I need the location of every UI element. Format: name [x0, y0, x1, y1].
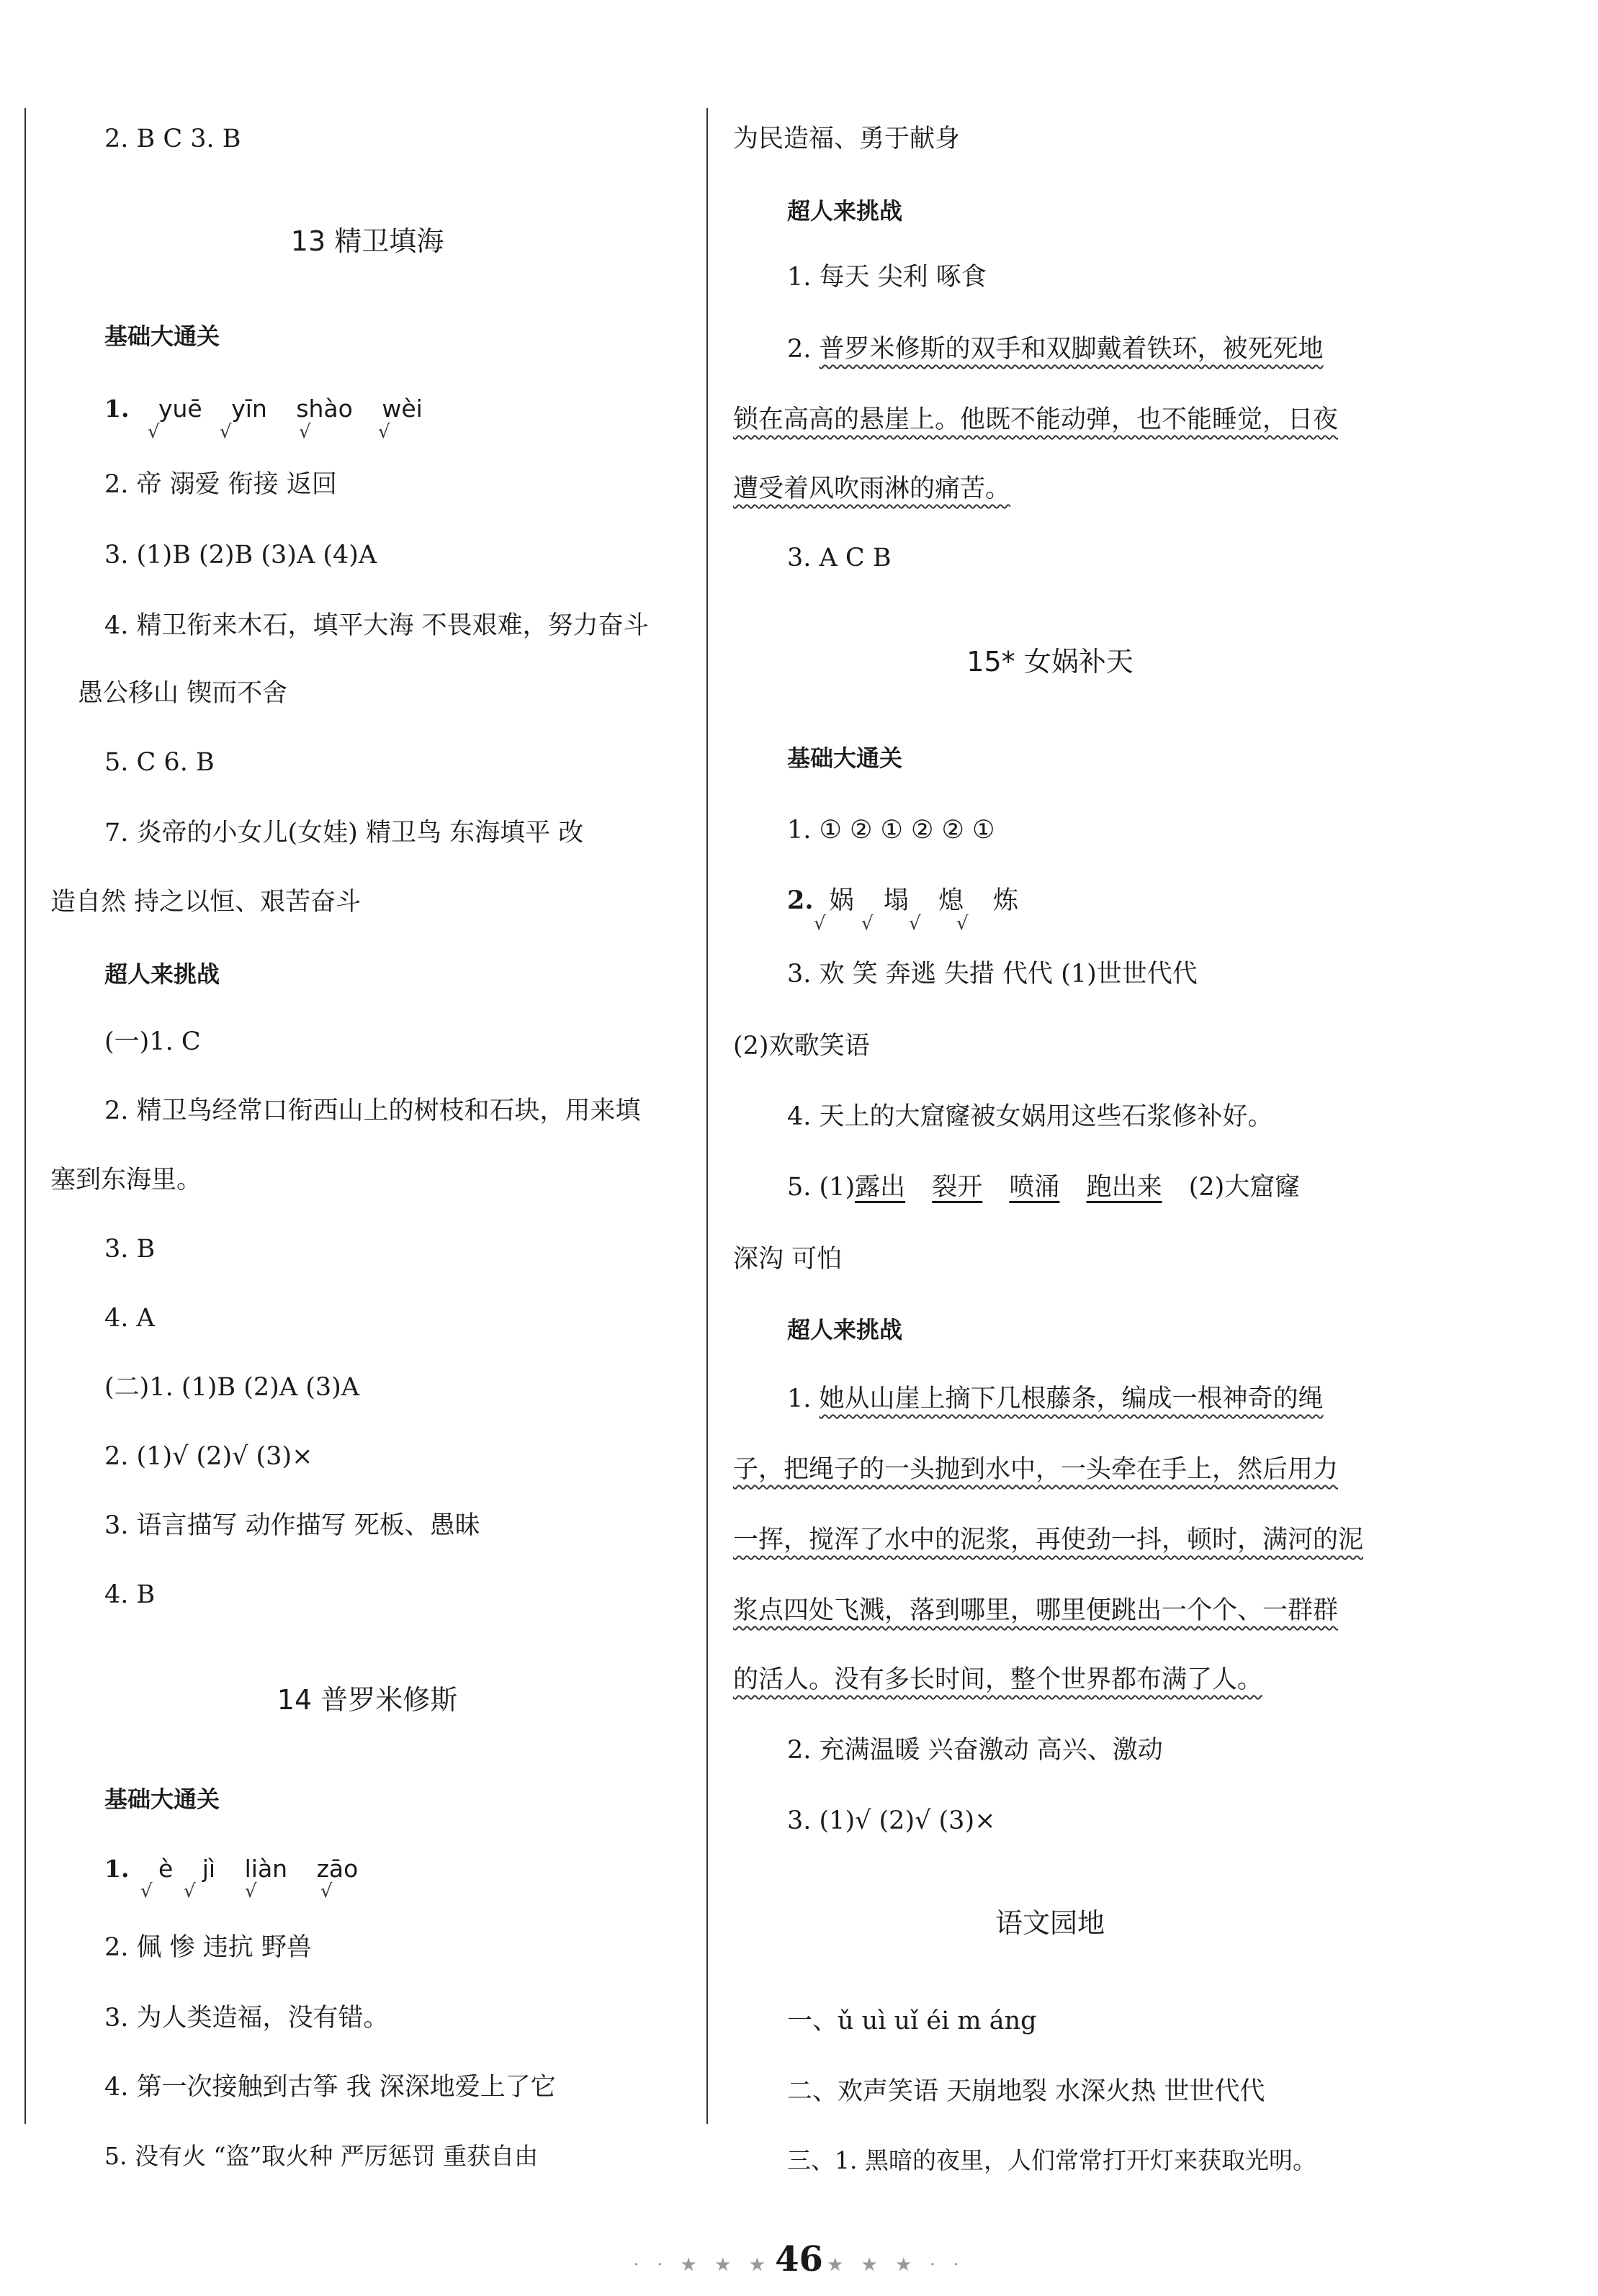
- underlined-answer: 锁在高高的悬崖上。他既不能动弹，也不能睡觉，日夜: [733, 405, 1339, 434]
- check-mark: √: [909, 913, 921, 935]
- lesson-title-garden: 语文园地: [995, 1907, 1105, 1939]
- underlined-word: 喷涌: [1009, 1173, 1060, 1202]
- answer-line: 3. A C B: [787, 544, 892, 572]
- answer-line: [733, 1523, 1363, 1557]
- answer-line: 3. 语言描写 动作描写 死板、愚昧: [104, 1511, 480, 1540]
- answer-line: 塞到东海里。: [50, 1166, 202, 1194]
- check-mark: √: [245, 1881, 257, 1902]
- answer-line: 5. 没有火 “盗”取火种 严厉惩罚 重获自由: [104, 2142, 539, 2170]
- answer-line: 为民造福、勇于献身: [733, 125, 961, 153]
- answer-line: 三、1. 黑暗的夜里，人们常常打开灯来获取光明。: [787, 2146, 1316, 2174]
- check-mark: √: [861, 913, 874, 935]
- answer-line: 5. (1)露出 裂开 喷涌 跑出来 (2)大窟窿: [787, 1173, 1301, 1202]
- answer-line: 4. 精卫衔来木石，填平大海 不畏艰难，努力奋斗: [104, 611, 649, 640]
- answer-line: 1. 她从山崖上摘下几根藤条，编成一根神奇的绳: [787, 1385, 1324, 1413]
- answer-line: 造自然 持之以恒、艰苦奋斗: [50, 888, 362, 917]
- column-divider: [706, 108, 708, 2124]
- page-number: 46: [775, 2239, 823, 2279]
- answer-line: 二、欢声笑语 天崩地裂 水深火热 世世代代: [787, 2077, 1265, 2106]
- answer-line: (一)1. C: [104, 1027, 201, 1056]
- underlined-word: 跑出来: [1086, 1173, 1162, 1202]
- check-mark: √: [148, 421, 160, 443]
- section-heading: 基础大通关: [104, 323, 220, 350]
- lesson-title-13: 13 精卫填海: [290, 225, 444, 257]
- check-mark: √: [184, 1881, 196, 1902]
- answer-line: 2. 普罗米修斯的双手和双脚戴着铁环，被死死地: [787, 335, 1324, 364]
- answer-line: 2. B C 3. B: [104, 125, 241, 153]
- star-decoration-left: · · ★ ★ ★: [633, 2254, 771, 2276]
- section-heading: 超人来挑战: [104, 960, 220, 988]
- answer-line: 5. C 6. B: [104, 748, 215, 777]
- char-line: 2. 娲 塌 熄 炼: [787, 886, 1019, 915]
- check-mark: √: [956, 913, 969, 935]
- answer-line: 4. 第一次接触到古筝 我 深深地爱上了它: [104, 2073, 556, 2102]
- pinyin-line: 1. yuē yīn shào wèi: [104, 395, 423, 423]
- underlined-answer: 浆点四处飞溅，落到哪里，哪里便跳出一个个、一群群: [733, 1596, 1339, 1625]
- answer-line: 3. (1)B (2)B (3)A (4)A: [104, 541, 377, 570]
- section-heading: 超人来挑战: [787, 197, 903, 225]
- page-footer: [0, 2239, 1598, 2282]
- check-mark: √: [320, 1881, 333, 1902]
- pinyin-line: 1. è jì liàn zāo: [104, 1855, 359, 1883]
- underlined-answer: 遭受着风吹雨淋的痛苦。: [733, 474, 1011, 503]
- answer-line: 愚公移山 锲而不舍: [78, 679, 288, 708]
- answer-line: 4. A: [104, 1304, 155, 1333]
- answer-line: 深沟 可怕: [733, 1245, 843, 1274]
- section-heading: 超人来挑战: [787, 1316, 903, 1343]
- check-mark: √: [378, 421, 390, 443]
- answer-line: 1. 每天 尖利 啄食: [787, 263, 987, 292]
- answer-line: (二)1. (1)B (2)A (3)A: [104, 1373, 360, 1402]
- answer-line: 7. 炎帝的小女儿(女娃) 精卫鸟 东海填平 改: [104, 819, 584, 847]
- underlined-word: 裂开: [932, 1173, 983, 1202]
- answer-line: 2. 帝 溺爱 衔接 返回: [104, 470, 337, 499]
- answer-line: 1. ① ② ① ② ② ①: [787, 816, 995, 845]
- answer-line: [733, 472, 1010, 505]
- underlined-word: 露出: [855, 1173, 906, 1202]
- answer-line: [733, 1453, 1338, 1486]
- answer-line: 2. 佩 惨 违抗 野兽: [104, 1933, 312, 1962]
- answer-line: [733, 403, 1338, 436]
- section-heading: 基础大通关: [104, 1786, 220, 1813]
- answer-line: 2. 精卫鸟经常口衔西山上的树枝和石块，用来填: [104, 1097, 641, 1125]
- left-margin-rule: [24, 108, 26, 2124]
- answer-line: 2. (1)√ (2)√ (3)×: [104, 1442, 313, 1471]
- underlined-answer: 普罗米修斯的双手和双脚戴着铁环，被死死地: [819, 335, 1324, 364]
- star-decoration-right: ★ ★ ★ · ·: [826, 2254, 965, 2276]
- answer-line: 3. 为人类造福，没有错。: [104, 2004, 389, 2032]
- answer-line: 一、ǔ uì uǐ éi m áng: [787, 2007, 1037, 2035]
- check-mark: √: [220, 421, 232, 443]
- lesson-title-14: 14 普罗米修斯: [277, 1684, 458, 1716]
- lesson-title-15: 15* 女娲补天: [966, 646, 1134, 677]
- answer-line: 4. B: [104, 1580, 156, 1609]
- answer-line: 3. (1)√ (2)√ (3)×: [787, 1806, 996, 1835]
- check-mark: √: [299, 421, 311, 443]
- underlined-answer: 子，把绳子的一头抛到水中，一头牵在手上，然后用力: [733, 1455, 1339, 1484]
- check-mark: √: [140, 1881, 153, 1902]
- section-heading: 基础大通关: [787, 744, 903, 772]
- answer-line: 3. 欢 笑 奔逃 失措 代代 (1)世世代代: [787, 960, 1198, 989]
- check-mark: √: [814, 913, 826, 935]
- answer-line: 2. 充满温暖 兴奋激动 高兴、激动: [787, 1736, 1163, 1765]
- answer-line: [733, 1663, 1262, 1696]
- underlined-answer: 的活人。没有多长时间，整个世界都布满了人。: [733, 1665, 1263, 1694]
- answer-line: 3. B: [104, 1235, 156, 1264]
- underlined-answer: 一挥，搅浑了水中的泥浆，再使劲一抖，顿时，满河的泥: [733, 1526, 1364, 1554]
- answer-line: 4. 天上的大窟窿被女娲用这些石浆修补好。: [787, 1102, 1273, 1131]
- answer-line: [733, 1594, 1338, 1627]
- answer-line: (2)欢歌笑语: [733, 1032, 870, 1061]
- underlined-answer: 她从山崖上摘下几根藤条，编成一根神奇的绳: [819, 1385, 1324, 1413]
